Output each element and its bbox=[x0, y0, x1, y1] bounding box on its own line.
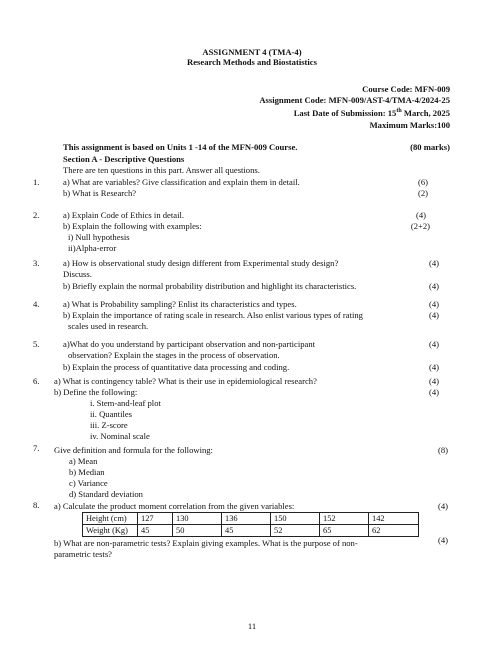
last-date bbox=[294, 108, 450, 118]
based-on-text: This assignment is based on Units 1 -14 of the MFN-009 Course. bbox=[63, 142, 298, 152]
height-cell: 142 bbox=[369, 513, 419, 525]
table-row bbox=[83, 513, 419, 525]
table-row bbox=[83, 525, 419, 537]
q4-part-a: a) What is Probability sampling? Enlist its characteristics and types. bbox=[63, 299, 297, 309]
q4-a-marks: (4) bbox=[428, 299, 439, 309]
q2-b-item-i: i) Null hypothesis bbox=[68, 232, 130, 242]
q2-part-b: b) Explain the following with examples: bbox=[63, 221, 202, 231]
height-label-cell: Height (cm) bbox=[83, 513, 138, 525]
weight-cell: 50 bbox=[173, 525, 222, 537]
q6-a-marks: (4) bbox=[428, 376, 439, 386]
q6-item: i. Stem-and-leaf plot bbox=[90, 398, 161, 408]
last-date-prefix: Last Date of Submission: 15 bbox=[293, 108, 397, 118]
q8-part-b-line2: parametric tests? bbox=[54, 549, 112, 559]
height-cell: 127 bbox=[138, 513, 173, 525]
q5-part-b: b) Explain the process of quantitative data processing and coding. bbox=[63, 362, 290, 372]
q4-part-b-line1: b) Explain the importance of rating scale in research. Also enlist various types of rating bbox=[63, 310, 363, 320]
q4-number: 4. bbox=[33, 299, 40, 309]
height-cell: 150 bbox=[271, 513, 320, 525]
q5-part-a-line2: observation? Explain the stages in the process of observation. bbox=[68, 350, 280, 360]
q7-number: 7. bbox=[33, 443, 40, 453]
assignment-subtitle: Research Methods and Biostatistics bbox=[187, 57, 317, 67]
page-number: 11 bbox=[247, 621, 257, 631]
q5-a-marks: (4) bbox=[428, 339, 439, 349]
height-cell: 152 bbox=[320, 513, 369, 525]
weight-cell: 52 bbox=[271, 525, 320, 537]
q3-part-a-line2: Discuss. bbox=[63, 269, 92, 279]
max-marks: Maximum Marks:100 bbox=[369, 120, 450, 130]
q2-a-marks: (4) bbox=[415, 210, 426, 220]
q8-b-marks: (4) bbox=[437, 535, 448, 545]
section-heading: Section A - Descriptive Questions bbox=[63, 154, 185, 164]
q3-number: 3. bbox=[33, 258, 40, 268]
course-code: Course Code: MFN-009 bbox=[362, 84, 450, 94]
total-marks: (80 marks) bbox=[410, 142, 450, 152]
weight-cell: 45 bbox=[138, 525, 173, 537]
q3-part-b: b) Briefly explain the normal probability distribution and highlight its characteristics. bbox=[63, 281, 357, 291]
q3-b-marks: (4) bbox=[428, 281, 439, 291]
q3-a-marks: (4) bbox=[428, 258, 439, 268]
q1-part-a: a) What are variables? Give classification and explain them in detail. bbox=[63, 177, 300, 187]
q8-part-b-line1: b) What are non-parametric tests? Explain giving examples. What is the purpose of non- bbox=[54, 538, 358, 548]
weight-label-cell: Weight (Kg) bbox=[83, 525, 138, 537]
q6-item: iv. Nominal scale bbox=[90, 431, 150, 441]
q5-number: 5. bbox=[33, 339, 40, 349]
q7-item: d) Standard deviation bbox=[69, 489, 143, 499]
assignment-title: ASSIGNMENT 4 (TMA-4) bbox=[202, 47, 302, 57]
q5-b-marks: (4) bbox=[428, 362, 439, 372]
q6-part-b: b) Define the following: bbox=[54, 387, 138, 397]
q5-part-a-line1: a)What do you understand by participant observation and non-participant bbox=[63, 339, 316, 349]
q2-b-item-ii: ii)Alpha-error bbox=[68, 243, 117, 253]
q6-number: 6. bbox=[33, 376, 40, 386]
height-cell: 136 bbox=[222, 513, 271, 525]
q1-b-marks: (2) bbox=[417, 188, 428, 198]
q1-number: 1. bbox=[33, 177, 40, 187]
q8-a-marks: (4) bbox=[437, 501, 448, 511]
q4-b-marks: (4) bbox=[428, 310, 439, 320]
q4-part-b-line2: scales used in research. bbox=[68, 321, 149, 331]
q1-a-marks: (6) bbox=[417, 177, 428, 187]
q3-part-a-line1: a) How is observational study design different from Experimental study design? bbox=[63, 258, 339, 268]
q6-b-marks: (4) bbox=[428, 387, 439, 397]
q8-part-a: a) Calculate the product moment correlation from the given variables: bbox=[54, 501, 295, 511]
q8-number: 8. bbox=[33, 500, 40, 510]
q6-item: iii. Z-score bbox=[90, 420, 128, 430]
q6-part-a: a) What is contingency table? What is their use in epidemiological research? bbox=[54, 376, 317, 386]
last-date-suffix: March, 2025 bbox=[401, 108, 450, 118]
q1-part-b: b) What is Research? bbox=[63, 188, 137, 198]
q2-b-marks: (2+2) bbox=[410, 221, 430, 231]
instruction-text: There are ten questions in this part. Answer all questions. bbox=[63, 165, 260, 175]
weight-cell: 45 bbox=[222, 525, 271, 537]
q7-item: a) Mean bbox=[69, 456, 98, 466]
q6-item: ii. Quantiles bbox=[90, 409, 133, 419]
weight-cell: 65 bbox=[320, 525, 369, 537]
q2-number: 2. bbox=[33, 210, 40, 220]
height-cell: 130 bbox=[173, 513, 222, 525]
q7-item: c) Variance bbox=[69, 478, 108, 488]
weight-cell: 62 bbox=[369, 525, 419, 537]
q7-item: b) Median bbox=[69, 467, 105, 477]
assignment-code: Assignment Code: MFN-009/AST-4/TMA-4/2024-25 bbox=[259, 95, 450, 105]
last-date-sup: th bbox=[396, 108, 402, 115]
q2-part-a: a) Explain Code of Ethics in detail. bbox=[63, 210, 184, 220]
correlation-data-table bbox=[82, 512, 419, 537]
q7-marks: (8) bbox=[437, 445, 448, 455]
q7-text: Give definition and formula for the following: bbox=[54, 445, 213, 455]
